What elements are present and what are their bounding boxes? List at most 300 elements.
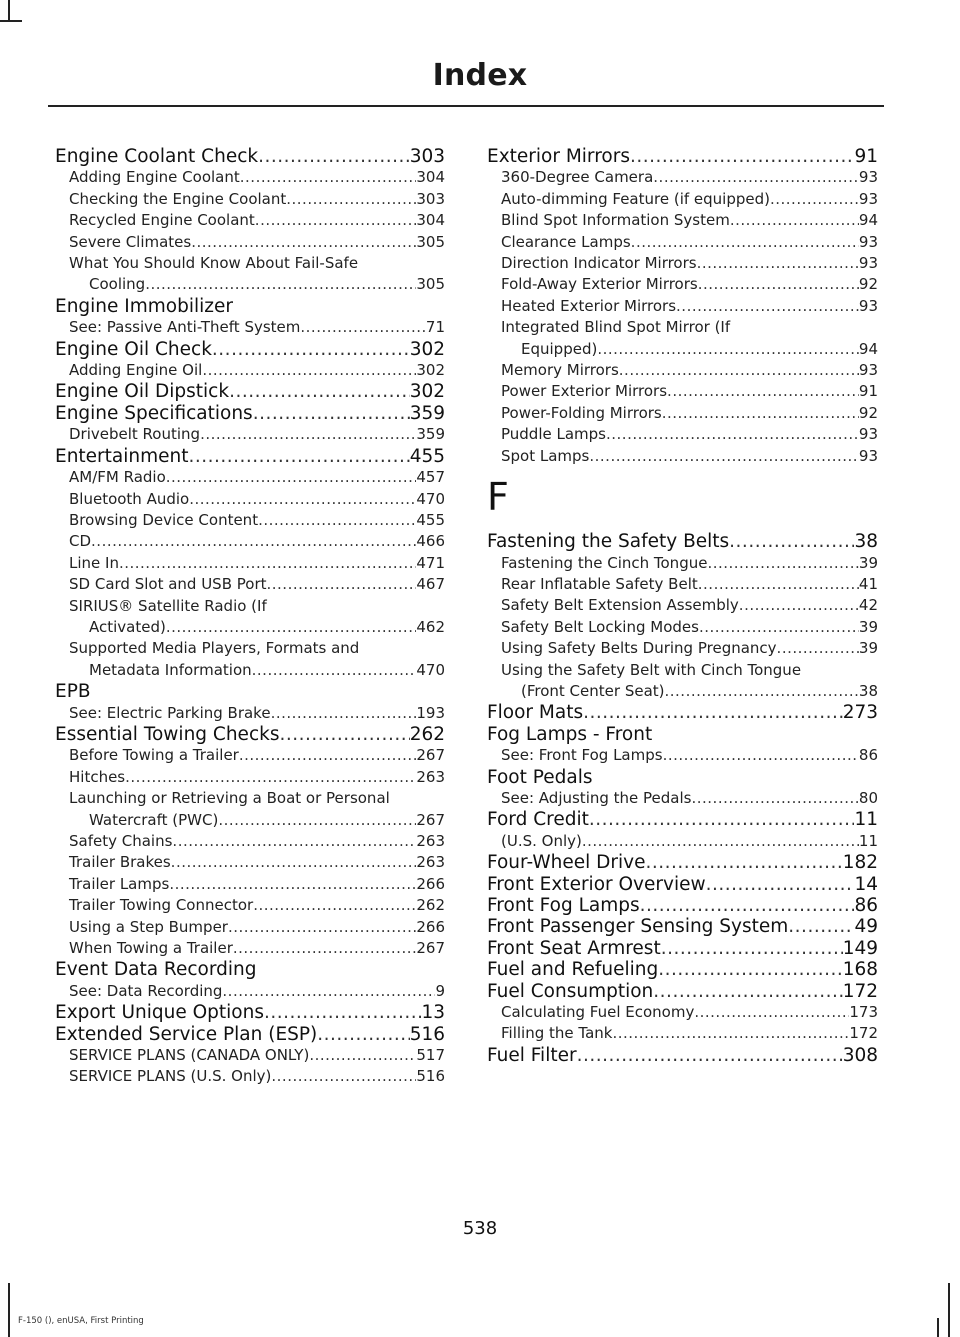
- index-entry[interactable]: [487, 874, 878, 895]
- dot-leader: [676, 296, 859, 317]
- entry-label: Adding Engine Coolant: [69, 168, 240, 187]
- entry-label: Puddle Lamps: [501, 425, 606, 444]
- entry-page-number: 173: [849, 1003, 878, 1022]
- entry-page-number: 94: [858, 339, 878, 358]
- index-subentry[interactable]: [487, 403, 878, 424]
- index-subentry[interactable]: [487, 381, 878, 402]
- entry-label: Export Unique Options: [55, 1002, 264, 1024]
- entry-page-number: 86: [858, 746, 878, 765]
- entry-page-number: 14: [854, 873, 878, 895]
- crop-mark: [937, 1318, 939, 1337]
- dot-leader: [698, 574, 859, 595]
- entry-label: Fastening the Cinch Tongue: [501, 553, 708, 572]
- crop-mark: [948, 1283, 950, 1337]
- entry-page-number: 517: [416, 1046, 445, 1065]
- entry-page-number: 304: [416, 211, 445, 230]
- entry-page-number: 149: [842, 937, 878, 959]
- dot-leader: [589, 446, 859, 467]
- index-subentry-wrap: SIRIUS® Satellite Radio (If: [69, 596, 267, 615]
- entry-label: Entertainment: [55, 445, 189, 467]
- entry-page-number: 91: [858, 382, 878, 401]
- dot-leader: [612, 1023, 849, 1044]
- entry-label: Clearance Lamps: [501, 232, 631, 251]
- index-subentry[interactable]: [487, 788, 878, 809]
- dot-leader: [730, 210, 859, 231]
- entry-page-number: 263: [416, 767, 445, 786]
- entry-page-number: 462: [416, 617, 445, 636]
- index-subentry[interactable]: [487, 681, 878, 702]
- entry-label: Memory Mirrors: [501, 361, 619, 380]
- dot-leader: [189, 446, 410, 467]
- dot-leader: [279, 724, 409, 745]
- index-subentry[interactable]: [55, 831, 445, 852]
- crop-mark: [8, 0, 10, 22]
- index-subentry[interactable]: [55, 574, 445, 595]
- index-subentry[interactable]: [55, 274, 445, 295]
- dot-leader: [233, 938, 416, 959]
- index-entry[interactable]: [487, 702, 878, 723]
- dot-leader: [286, 189, 416, 210]
- index-subentry[interactable]: [55, 510, 445, 531]
- header-rule: [48, 105, 884, 107]
- entry-label: Safety Chains: [69, 832, 173, 850]
- entry-label: Using a Step Bumper: [69, 917, 228, 936]
- dot-leader: [253, 895, 416, 916]
- dot-leader: [218, 810, 416, 831]
- dot-leader: [583, 702, 843, 723]
- index-subentry[interactable]: [487, 638, 878, 659]
- entry-label: Cooling: [89, 275, 146, 294]
- entry-page-number: 273: [842, 702, 878, 724]
- entry-label: Spot Lamps: [501, 446, 590, 465]
- index-entry[interactable]: [487, 916, 878, 937]
- entry-label: See: Data Recording: [69, 981, 223, 1000]
- entry-label: Recycled Engine Coolant: [69, 211, 255, 230]
- entry-page-number: 168: [842, 959, 878, 981]
- index-entry[interactable]: [55, 446, 445, 467]
- dot-leader: [267, 574, 417, 595]
- index-subentry[interactable]: [55, 660, 445, 681]
- entry-label: Fuel and Refueling: [487, 959, 659, 981]
- index-heading: Event Data Recording: [55, 959, 257, 981]
- index-subentry[interactable]: [55, 317, 445, 338]
- entry-label: Engine Oil Dipstick: [55, 381, 230, 403]
- entry-page-number: 39: [858, 617, 878, 636]
- entry-label: Activated): [89, 617, 166, 636]
- dot-leader: [729, 531, 854, 552]
- dot-leader: [228, 917, 416, 938]
- index-subentry[interactable]: [55, 617, 445, 638]
- index-subentry[interactable]: [55, 1066, 445, 1087]
- entry-label: See: Passive Anti-Theft System: [69, 318, 301, 337]
- entry-page-number: 193: [416, 703, 445, 722]
- entry-page-number: 516: [416, 1067, 445, 1086]
- entry-label: Safety Belt Extension Assembly: [501, 596, 739, 615]
- index-subentry[interactable]: [487, 210, 878, 231]
- entry-label: SD Card Slot and USB Port: [69, 575, 267, 594]
- entry-label: Filling the Tank: [501, 1024, 613, 1043]
- entry-page-number: 9: [435, 981, 445, 1000]
- entry-page-number: 13: [421, 1002, 445, 1024]
- entry-label: Fold-Away Exterior Mirrors: [501, 275, 698, 294]
- entry-page-number: 80: [858, 788, 878, 807]
- entry-label: Engine Specifications: [55, 402, 253, 424]
- entry-page-number: 39: [858, 639, 878, 658]
- entry-label: Trailer Brakes: [69, 853, 171, 872]
- dot-leader: [577, 1045, 843, 1066]
- dot-leader: [582, 831, 859, 852]
- crop-mark: [0, 20, 22, 22]
- entry-label: Watercraft (PWC): [89, 810, 219, 829]
- entry-page-number: 455: [409, 445, 445, 467]
- entry-label: See: Adjusting the Pedals: [501, 788, 692, 807]
- dot-leader: [646, 852, 843, 873]
- entry-page-number: 42: [858, 596, 878, 615]
- entry-label: Safety Belt Locking Modes: [501, 617, 699, 636]
- dot-leader: [706, 874, 855, 895]
- dot-leader: [699, 617, 859, 638]
- entry-page-number: 266: [416, 874, 445, 893]
- entry-page-number: 359: [409, 402, 445, 424]
- dot-leader: [255, 210, 417, 231]
- dot-leader: [665, 681, 859, 702]
- index-subentry[interactable]: [487, 167, 878, 188]
- entry-page-number: 93: [858, 254, 878, 273]
- dot-leader: [694, 1002, 849, 1023]
- index-subentry-wrap: Supported Media Players, Formats and: [69, 639, 360, 658]
- entry-page-number: 305: [416, 275, 445, 294]
- entry-page-number: 470: [416, 660, 445, 679]
- index-subentry[interactable]: [55, 189, 445, 210]
- entry-label: SERVICE PLANS (CANADA ONLY): [69, 1046, 310, 1065]
- entry-page-number: 267: [416, 810, 445, 829]
- dot-leader: [653, 167, 859, 188]
- dot-leader: [222, 981, 435, 1002]
- index-subentry[interactable]: [55, 852, 445, 873]
- dot-leader: [252, 660, 417, 681]
- entry-page-number: 41: [858, 574, 878, 593]
- entry-label: (Front Center Seat): [521, 681, 665, 700]
- entry-page-number: 93: [858, 425, 878, 444]
- entry-label: Calculating Fuel Economy: [501, 1003, 695, 1022]
- entry-page-number: 455: [416, 510, 445, 529]
- dot-leader: [658, 959, 842, 980]
- index-subentry[interactable]: [487, 189, 878, 210]
- index-entry[interactable]: [55, 1002, 445, 1023]
- dot-leader: [258, 146, 410, 167]
- entry-page-number: 304: [416, 168, 445, 187]
- index-subentry[interactable]: [55, 489, 445, 510]
- entry-label: Fuel Consumption: [487, 980, 654, 1002]
- dot-leader: [788, 916, 854, 937]
- dot-leader: [264, 1002, 421, 1023]
- entry-page-number: 39: [858, 553, 878, 572]
- entry-label: Front Seat Armrest: [487, 937, 661, 959]
- entry-page-number: 305: [416, 232, 445, 251]
- index-subentry[interactable]: [55, 981, 445, 1002]
- dot-leader: [191, 232, 416, 253]
- index-entry[interactable]: [55, 724, 445, 745]
- entry-page-number: 457: [416, 468, 445, 487]
- dot-leader: [166, 617, 417, 638]
- dot-leader: [698, 274, 859, 295]
- index-subentry[interactable]: [55, 210, 445, 231]
- entry-page-number: 93: [858, 446, 878, 465]
- entry-page-number: 266: [416, 917, 445, 936]
- dot-leader: [166, 467, 417, 488]
- entry-page-number: 91: [854, 146, 878, 167]
- entry-label: Rear Inflatable Safety Belt: [501, 574, 698, 593]
- index-subentry[interactable]: [55, 553, 445, 574]
- index-subentry[interactable]: [55, 703, 445, 724]
- index-subentry[interactable]: [487, 296, 878, 317]
- dot-leader: [630, 146, 854, 167]
- entry-page-number: 303: [416, 189, 445, 208]
- entry-label: CD: [69, 532, 92, 551]
- dot-leader: [229, 381, 410, 402]
- dot-leader: [707, 553, 858, 574]
- index-column-right: [487, 146, 878, 1066]
- index-subentry[interactable]: [487, 1023, 878, 1044]
- dot-leader: [597, 339, 859, 360]
- entry-page-number: 86: [854, 895, 878, 916]
- entry-label: Front Passenger Sensing System: [487, 916, 789, 938]
- entry-label: Heated Exterior Mirrors: [501, 296, 677, 315]
- dot-leader: [258, 510, 416, 531]
- dot-leader: [240, 167, 417, 188]
- dot-leader: [663, 745, 859, 766]
- index-subentry-wrap: Using the Safety Belt with Cinch Tongue: [501, 660, 802, 679]
- entry-label: Adding Engine Oil: [69, 361, 203, 380]
- entry-page-number: 359: [416, 425, 445, 444]
- entry-page-number: 172: [849, 1024, 878, 1043]
- entry-page-number: 263: [416, 832, 445, 850]
- index-entry[interactable]: [487, 852, 878, 873]
- entry-label: 360-Degree Camera: [501, 168, 654, 187]
- index-entry[interactable]: [487, 531, 878, 552]
- index-subentry[interactable]: [55, 767, 445, 788]
- entry-label: See: Front Fog Lamps: [501, 746, 663, 765]
- entry-label: Front Fog Lamps: [487, 895, 640, 916]
- index-entry[interactable]: [55, 1024, 445, 1045]
- entry-label: Before Towing a Trailer: [69, 746, 239, 765]
- dot-leader: [697, 253, 859, 274]
- index-entry[interactable]: [55, 339, 445, 360]
- dot-leader: [667, 381, 859, 402]
- dot-leader: [253, 403, 410, 424]
- entry-label: Blind Spot Information System: [501, 211, 730, 230]
- dot-leader: [691, 788, 858, 809]
- page-number: 538: [462, 1218, 498, 1239]
- index-subentry[interactable]: [55, 917, 445, 938]
- index-subentry[interactable]: [487, 232, 878, 253]
- index-heading: Engine Immobilizer: [55, 295, 233, 317]
- entry-page-number: 93: [858, 189, 878, 208]
- index-subentry[interactable]: [487, 360, 878, 381]
- entry-page-number: 71: [425, 318, 445, 337]
- dot-leader: [200, 424, 416, 445]
- dot-leader: [119, 553, 416, 574]
- index-subentry[interactable]: [487, 339, 878, 360]
- entry-label: Severe Climates: [69, 232, 192, 251]
- index-entry[interactable]: [487, 1045, 878, 1066]
- index-subentry-wrap: What You Should Know About Fail-Safe: [69, 254, 359, 273]
- entry-label: Engine Oil Check: [55, 338, 212, 360]
- entry-page-number: 471: [416, 553, 445, 572]
- index-subentry[interactable]: [487, 424, 878, 445]
- entry-page-number: 262: [416, 896, 445, 915]
- dot-leader: [661, 938, 843, 959]
- index-subentry[interactable]: [487, 1002, 878, 1023]
- index-subentry[interactable]: [487, 574, 878, 595]
- entry-page-number: 262: [409, 723, 445, 745]
- index-entry[interactable]: [487, 809, 878, 830]
- dot-leader: [189, 489, 416, 510]
- index-entry[interactable]: [487, 959, 878, 980]
- dot-leader: [653, 981, 842, 1002]
- index-subentry[interactable]: [55, 531, 445, 552]
- entry-label: Floor Mats: [487, 702, 584, 724]
- dot-leader: [169, 874, 416, 895]
- entry-label: Four-Wheel Drive: [487, 852, 646, 874]
- index-subentry[interactable]: [487, 553, 878, 574]
- entry-page-number: 516: [409, 1023, 445, 1045]
- entry-label: See: Electric Parking Brake: [69, 703, 271, 722]
- index-entry[interactable]: [55, 146, 445, 167]
- dot-leader: [202, 360, 416, 381]
- entry-page-number: 93: [858, 168, 878, 187]
- entry-page-number: 467: [416, 575, 445, 594]
- entry-label: Power Exterior Mirrors: [501, 382, 668, 401]
- entry-label: Auto-dimming Feature (if equipped): [501, 189, 770, 208]
- index-entry[interactable]: [487, 146, 878, 167]
- entry-page-number: 49: [854, 916, 878, 938]
- entry-label: Line In: [69, 553, 119, 572]
- entry-page-number: 92: [858, 275, 878, 294]
- entry-label: AM/FM Radio: [69, 468, 166, 487]
- entry-page-number: 11: [854, 809, 878, 831]
- index-subentry[interactable]: [487, 745, 878, 766]
- index-subentry[interactable]: [55, 232, 445, 253]
- entry-label: Hitches: [69, 767, 126, 786]
- entry-page-number: 303: [409, 146, 445, 167]
- index-subentry[interactable]: [487, 595, 878, 616]
- dot-leader: [317, 1024, 409, 1045]
- index-heading: Fog Lamps - Front: [487, 723, 653, 745]
- index-subentry[interactable]: [55, 874, 445, 895]
- entry-label: Power-Folding Mirrors: [501, 403, 662, 422]
- index-entry[interactable]: [55, 403, 445, 424]
- index-entry[interactable]: [55, 381, 445, 402]
- entry-page-number: 38: [858, 681, 878, 700]
- entry-page-number: 94: [858, 211, 878, 230]
- entry-page-number: 302: [416, 361, 445, 380]
- page-title: Index: [432, 58, 528, 93]
- entry-label: Metadata Information: [89, 660, 252, 679]
- index-column-left: [55, 146, 445, 1088]
- index-subentry[interactable]: [55, 424, 445, 445]
- index-heading: Foot Pedals: [487, 766, 593, 788]
- entry-label: When Towing a Trailer: [69, 939, 233, 958]
- entry-label: Essential Towing Checks: [55, 723, 280, 745]
- entry-page-number: 466: [416, 532, 445, 551]
- index-entry[interactable]: [487, 938, 878, 959]
- entry-page-number: 263: [416, 853, 445, 872]
- entry-label: Equipped): [521, 339, 598, 358]
- footer-text: F-150 (), enUSA, First Printing: [18, 1316, 144, 1326]
- index-subentry[interactable]: [55, 938, 445, 959]
- dot-leader: [171, 852, 417, 873]
- dot-leader: [91, 531, 416, 552]
- dot-leader: [239, 745, 417, 766]
- index-subentry[interactable]: [487, 831, 878, 852]
- entry-label: Exterior Mirrors: [487, 146, 630, 167]
- dot-leader: [300, 317, 426, 338]
- entry-page-number: 92: [858, 403, 878, 422]
- dot-leader: [640, 895, 855, 916]
- entry-label: Trailer Lamps: [69, 874, 170, 893]
- entry-label: Using Safety Belts During Pregnancy: [501, 639, 777, 658]
- index-subentry[interactable]: [487, 446, 878, 467]
- index-subentry[interactable]: [487, 617, 878, 638]
- dot-leader: [271, 703, 417, 724]
- index-subentry[interactable]: [55, 167, 445, 188]
- index-heading: EPB: [55, 681, 91, 703]
- index-entry[interactable]: [487, 895, 878, 916]
- dot-leader: [662, 403, 859, 424]
- index-subentry[interactable]: [55, 745, 445, 766]
- entry-label: Bluetooth Audio: [69, 489, 190, 508]
- entry-page-number: 470: [416, 489, 445, 508]
- entry-label: Extended Service Plan (ESP): [55, 1023, 318, 1045]
- entry-page-number: 93: [858, 232, 878, 251]
- dot-leader: [777, 638, 859, 659]
- index-subentry[interactable]: [55, 360, 445, 381]
- index-subentry[interactable]: [487, 274, 878, 295]
- dot-leader: [309, 1045, 416, 1066]
- entry-label: SERVICE PLANS (U.S. Only): [69, 1067, 272, 1086]
- entry-label: Browsing Device Content: [69, 510, 259, 529]
- entry-label: Ford Credit: [487, 809, 589, 831]
- index-subentry[interactable]: [487, 253, 878, 274]
- dot-leader: [212, 339, 410, 360]
- dot-leader: [271, 1066, 416, 1087]
- index-subentry[interactable]: [55, 467, 445, 488]
- index-subentry[interactable]: [55, 895, 445, 916]
- entry-page-number: 11: [858, 831, 878, 850]
- entry-page-number: 302: [409, 381, 445, 403]
- entry-label: Fuel Filter: [487, 1044, 577, 1066]
- entry-page-number: 93: [858, 296, 878, 315]
- index-subentry[interactable]: [55, 810, 445, 831]
- entry-page-number: 93: [858, 361, 878, 380]
- dot-leader: [606, 424, 859, 445]
- entry-page-number: 172: [842, 980, 878, 1002]
- dot-leader: [770, 189, 859, 210]
- dot-leader: [589, 809, 855, 830]
- entry-label: Trailer Towing Connector: [69, 896, 254, 915]
- index-entry[interactable]: [487, 981, 878, 1002]
- dot-leader: [125, 767, 416, 788]
- entry-label: Front Exterior Overview: [487, 873, 706, 895]
- entry-page-number: 182: [842, 852, 878, 874]
- entry-page-number: 267: [416, 939, 445, 958]
- entry-page-number: 302: [409, 338, 445, 360]
- index-subentry-wrap: Integrated Blind Spot Mirror (If: [501, 318, 731, 337]
- index-subentry[interactable]: [55, 1045, 445, 1066]
- dot-leader: [172, 831, 416, 852]
- dot-leader: [631, 232, 859, 253]
